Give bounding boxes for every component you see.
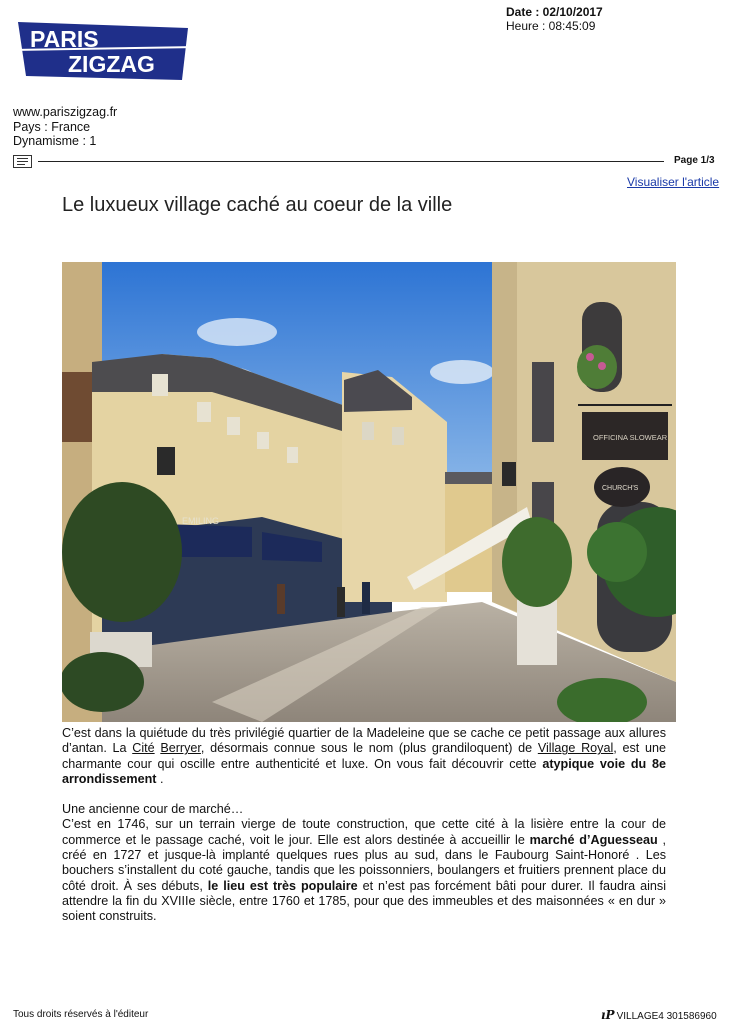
popular-bold: le lieu est très populaire [207, 878, 358, 893]
village-royal-link[interactable]: Village Royal [537, 741, 614, 756]
market-bold: marché d’Aguesseau [529, 832, 658, 847]
article-title: Le luxueux village caché au coeur de la ville [62, 194, 453, 216]
logo-line1: PARIS [30, 26, 99, 52]
time-label: Heure : 08:45:09 [506, 19, 596, 33]
page-number: Page 1/3 [674, 155, 715, 166]
publisher-mark-icon: ıP [601, 1008, 615, 1022]
article-body [62, 726, 666, 925]
source-info [13, 105, 117, 149]
cite-link[interactable]: Cité [132, 741, 155, 756]
market-paragraph: C’est en 1746, sur un terrain vierge de toute construction, que cette cité à la lisière entre la cour de commerce et le passage caché, voit le jour. Elle est alors destinée à accueillir le marché d’Aguesseau , créé en 1727 et jusque-là implanté quelques rues plus au sud, dans le Faubourg Saint-Honoré . Les bouchers s’installent du coté gauche, tandis que les poissonniers, boulangers et fruitiers prennent place du côté droit. À ses débuts, le lieu est très populaire et n’est pas forcément bâti pour durer. Il faudra ainsi attendre la fin du XVIIIe siècle, entre 1760 et 1785, pour que des immeubles et des maisonnées « en dur » soient construits. [62, 817, 666, 924]
round-sign: CHURCH'S [602, 485, 639, 492]
intro-paragraph: C’est dans la quiétude du très privilégié quartier de la Madeleine que se cache ce petit passage aux allures d’antan. La Cité Berryer, désormais connue sous le nom (plus grandiloquent) de Village Royal, est une charmante cour qui oscille entre authenticité et luxe. On vous fait découvrir cette atypique voie du 8e arrondissement . [62, 726, 667, 786]
site-url: www.pariszigzag.fr [13, 105, 118, 119]
country-label: Pays : France [13, 119, 91, 134]
date-time-block [506, 5, 603, 33]
pariszigzag-logo [12, 20, 200, 82]
reference-code: VILLAGE4 301586960 [616, 1011, 717, 1022]
document-reference [601, 1008, 717, 1022]
intro-bold: atypique voie du 8e arrondissement [62, 756, 667, 786]
view-article-link[interactable]: Visualiser l'article [627, 175, 720, 189]
berryer-link[interactable]: Berryer [160, 741, 201, 756]
logo-line2: ZIGZAG [68, 51, 155, 77]
header-divider [38, 161, 664, 162]
date-label: Date : 02/10/2017 [506, 5, 603, 19]
section-subheading: Une ancienne cour de marché… [62, 802, 244, 817]
document-icon [13, 155, 32, 168]
rights-notice: Tous droits réservés à l'éditeur [13, 1009, 149, 1020]
shop-sign: OFFICINA SLOWEAR [593, 433, 668, 442]
village-royal-photo [62, 262, 676, 722]
awning-sign: EMILING [182, 516, 220, 526]
dynamism-label: Dynamisme : 1 [13, 134, 97, 148]
